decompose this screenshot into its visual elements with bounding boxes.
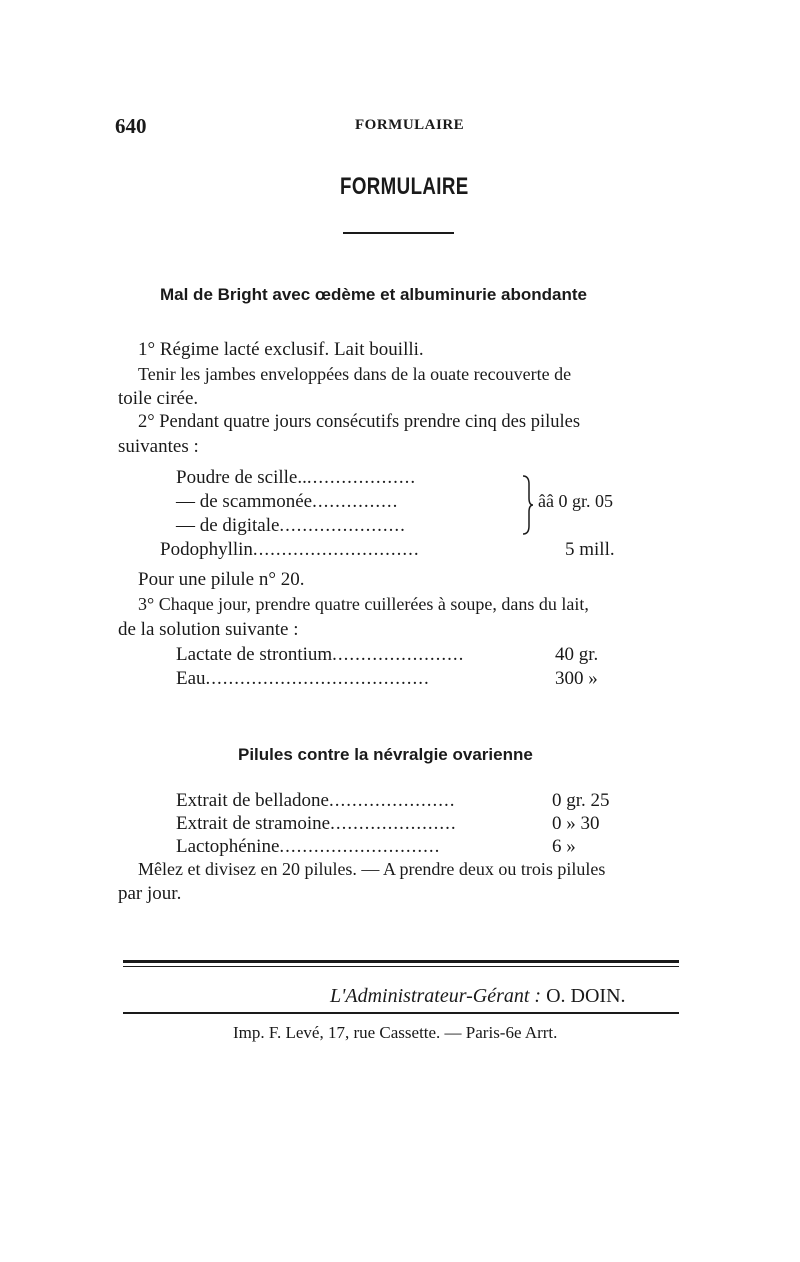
ingredient-name: Lactate de strontium	[176, 644, 333, 665]
footer-rule-bottom	[123, 1012, 679, 1014]
paragraph-line: Tenir les jambes enveloppées dans de la ouate recouverte de	[138, 364, 572, 384]
ingredient-name: Eau	[176, 668, 206, 689]
recipe-ingredient	[160, 539, 420, 561]
paragraph-line: 1° Régime lacté exclusif. Lait bouilli.	[138, 339, 424, 360]
paragraph-line: par jour.	[118, 883, 182, 904]
section-heading-bright: Mal de Bright avec œdème et albuminurie abondante	[160, 285, 587, 304]
paragraph-line: Pour une pilule n° 20.	[138, 569, 305, 590]
paragraph-line: suivantes :	[118, 436, 199, 457]
recipe-ingredient	[176, 813, 457, 835]
leader-dots: ...................	[306, 467, 417, 488]
recipe-ingredient	[176, 515, 406, 537]
leader-dots: ...............	[312, 491, 399, 512]
recipe-ingredient	[176, 790, 456, 812]
ingredient-name: Extrait de stramoine	[176, 813, 331, 834]
recipe-quantity: 0 gr. 25	[552, 790, 610, 811]
brace-icon	[520, 474, 534, 536]
title-underline	[343, 232, 454, 234]
recipe-ingredient	[176, 467, 416, 489]
footer-rule-top	[123, 960, 679, 963]
ingredient-name: Lactophénine	[176, 836, 280, 857]
ingredient-name: Poudre de scille..	[176, 467, 307, 488]
recipe-quantity: 300 »	[555, 668, 598, 689]
leader-dots: .......................................	[205, 668, 430, 689]
recipe-ingredient	[176, 836, 440, 858]
leader-dots: ......................	[279, 515, 406, 536]
recipe-quantity: ââ 0 gr. 05	[538, 491, 613, 511]
footer-rule-top-thin	[123, 966, 679, 967]
administrator-label: L'Administrateur-Gérant :	[330, 985, 542, 1007]
leader-dots: .............................	[252, 539, 420, 560]
recipe-ingredient	[176, 491, 398, 513]
paragraph-line: 2° Pendant quatre jours consécutifs prendre cinq des pilules	[138, 412, 581, 432]
page-number: 640	[115, 114, 147, 138]
ingredient-name: Extrait de belladone	[176, 790, 329, 811]
paragraph-line: 3° Chaque jour, prendre quatre cuillerées à soupe, dans du lait,	[138, 594, 589, 614]
section-heading-nevralgie: Pilules contre la névralgie ovarienne	[238, 745, 533, 764]
ingredient-name: Podophyllin	[160, 539, 253, 560]
leader-dots: ......................	[329, 790, 456, 811]
paragraph-line: Mêlez et divisez en 20 pilules. — A prendre deux ou trois pilules	[138, 859, 606, 879]
ingredient-name: — de digitale	[176, 515, 280, 536]
administrator-name: O. DOIN.	[546, 985, 626, 1007]
administrator-line	[330, 985, 626, 1008]
imprint: Imp. F. Levé, 17, rue Cassette. — Paris-6e Arrt.	[233, 1023, 558, 1042]
ingredient-name: — de scammonée	[176, 491, 313, 512]
recipe-quantity: 0 » 30	[552, 813, 600, 834]
recipe-ingredient	[176, 668, 430, 690]
leader-dots: .......................	[332, 644, 465, 665]
recipe-quantity: 40 gr.	[555, 644, 599, 665]
main-title: FORMULAIRE	[340, 173, 469, 200]
leader-dots: ............................	[279, 836, 441, 857]
running-title: FORMULAIRE	[355, 117, 465, 133]
recipe-ingredient	[176, 644, 464, 666]
recipe-quantity: 5 mill.	[565, 539, 615, 560]
paragraph-line: toile cirée.	[118, 388, 199, 409]
paragraph-line: de la solution suivante :	[118, 619, 299, 640]
leader-dots: ......................	[330, 813, 457, 834]
recipe-quantity: 6 »	[552, 836, 576, 857]
